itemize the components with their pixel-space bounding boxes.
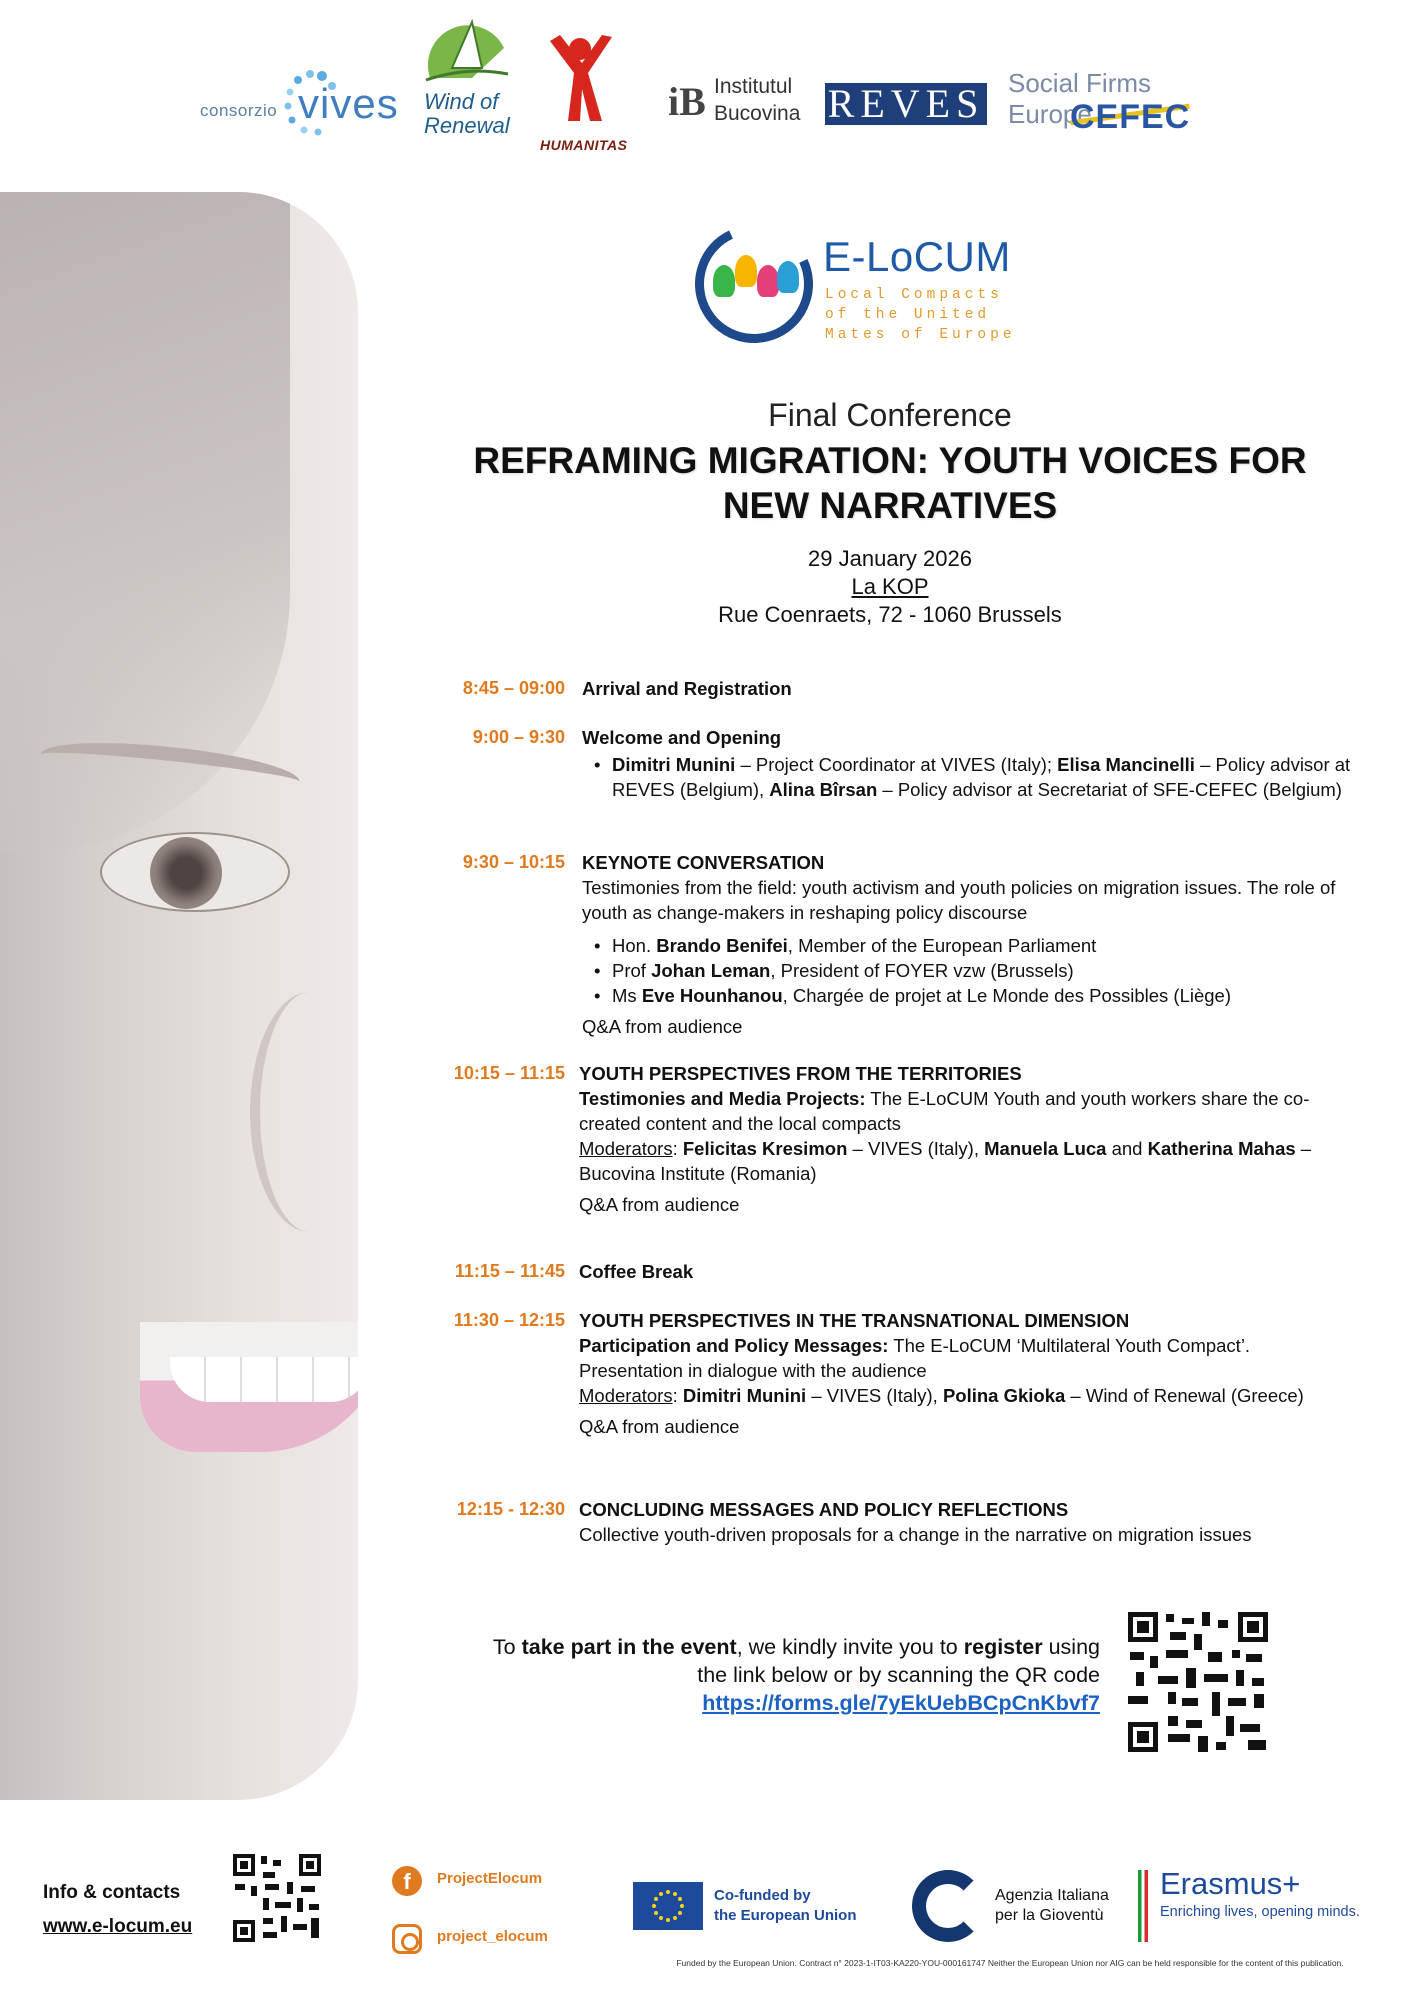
contacts-qr-code[interactable] bbox=[233, 1854, 321, 1942]
qa-note: Q&A from audience bbox=[582, 1016, 743, 1037]
session-title: YOUTH PERSPECTIVES FROM THE TERRITORIES bbox=[579, 1063, 1022, 1084]
eu-cofunded-label: Co-funded by the European Union bbox=[714, 1887, 857, 1924]
sail-icon bbox=[422, 18, 512, 90]
qa-note: Q&A from audience bbox=[579, 1416, 740, 1437]
e-locum-logo bbox=[695, 225, 1025, 345]
list-item: • Prof Johan Leman, President of FOYER vzw (Brussels) bbox=[586, 958, 1357, 983]
erasmus-logo bbox=[1160, 1866, 1360, 1920]
figure-icon bbox=[540, 33, 620, 128]
session-time: 9:30 – 10:15 bbox=[462, 852, 565, 872]
list-item: • Ms Eve Hounhanou, Chargée de projet at Le Monde des Possibles (Liège) bbox=[586, 983, 1357, 1008]
info-contacts bbox=[43, 1876, 192, 1944]
facebook-icon: f bbox=[392, 1866, 422, 1896]
session-time: 8:45 – 09:00 bbox=[462, 678, 565, 698]
website-link[interactable]: www.e-locum.eu bbox=[43, 1916, 193, 1937]
vives-name: vives bbox=[298, 80, 399, 127]
info-label: Info & contacts bbox=[43, 1882, 181, 1903]
session-title: Coffee Break bbox=[579, 1261, 694, 1282]
partner-logos bbox=[200, 18, 1250, 153]
footer bbox=[0, 1840, 1414, 2000]
session-title: Welcome and Opening bbox=[582, 727, 782, 748]
bucovina-mark: iB bbox=[668, 79, 706, 124]
registration-qr-code[interactable] bbox=[1128, 1612, 1268, 1752]
sfe-cefec-logo bbox=[1008, 68, 1238, 148]
event-date: 29 January 2026 bbox=[808, 546, 972, 571]
instagram-icon bbox=[392, 1924, 422, 1954]
instagram-handle: project_elocum bbox=[437, 1928, 548, 1945]
conference-kicker: Final Conference bbox=[768, 397, 1012, 433]
session-time: 10:15 – 11:15 bbox=[453, 1063, 565, 1083]
vives-prefix: consorzio bbox=[200, 101, 278, 120]
sfe-line1: Social Firms Europe bbox=[1008, 68, 1152, 129]
list-item: • Hon. Brando Benifei, Member of the European Parliament bbox=[586, 933, 1357, 958]
session-time: 12:15 - 12:30 bbox=[456, 1499, 565, 1519]
registration-link[interactable]: https://forms.gle/7yEkUebBCpCnKbvf7 bbox=[702, 1691, 1100, 1715]
session-time: 11:15 – 11:45 bbox=[454, 1261, 565, 1281]
registration-note bbox=[410, 1633, 1100, 1717]
bucovina-line1: Institutul bbox=[714, 75, 793, 98]
session-title: YOUTH PERSPECTIVES IN THE TRANSNATIONAL DIMENSION bbox=[579, 1310, 1130, 1331]
session-description: Collective youth-driven proposals for a change in the narrative on migration issues bbox=[579, 1524, 1252, 1545]
venue-link[interactable]: La KOP bbox=[851, 574, 929, 599]
people-icon bbox=[713, 255, 803, 305]
humanitas-label: HUMANITAS bbox=[540, 137, 628, 153]
eu-flag-icon bbox=[633, 1882, 703, 1930]
logo-subtitle: Local Compacts of the United Mates of Europe bbox=[825, 287, 1016, 343]
speaker-list bbox=[586, 933, 1357, 1008]
funding-disclaimer: Funded by the European Union. Contract n° 2023-1-IT03-KA220-YOU-000161747 Neither the European Union nor AIG can be held responsible for the content of this publication. bbox=[676, 1958, 1344, 1968]
session-time: 9:00 – 9:30 bbox=[472, 727, 565, 747]
title-line1: REFRAMING MIGRATION: YOUTH VOICES FOR bbox=[473, 440, 1307, 481]
erasmus-tagline: Enriching lives, opening minds. bbox=[1160, 1904, 1360, 1920]
teeth-shape bbox=[170, 1357, 358, 1402]
qa-note: Q&A from audience bbox=[579, 1194, 740, 1215]
eu-stars-icon bbox=[633, 1882, 703, 1930]
wind-line2: Renewal bbox=[424, 113, 510, 138]
session-description: Testimonies and Media Projects: The E-LoCUM Youth and youth workers share the co-created content and the local compacts bbox=[579, 1088, 1310, 1134]
vives-logo bbox=[200, 68, 405, 148]
facebook-handle: ProjectElocum bbox=[437, 1870, 543, 1887]
session-time: 11:30 – 12:15 bbox=[453, 1310, 565, 1330]
reves-logo: REVES bbox=[825, 83, 987, 125]
session-title: KEYNOTE CONVERSATION bbox=[582, 852, 825, 873]
institutul-bucovina-logo bbox=[668, 70, 803, 140]
registration-line2: the link below or by scanning the QR code bbox=[697, 1663, 1100, 1687]
agenzia-label: Agenzia Italiana per la Gioventù bbox=[995, 1887, 1109, 1924]
title-line2: NEW NARRATIVES bbox=[722, 485, 1058, 526]
speaker-list bbox=[586, 752, 1357, 802]
event-details bbox=[450, 545, 1330, 629]
erasmus-name: Erasmus+ bbox=[1160, 1866, 1301, 1901]
event-address: Rue Coenraets, 72 - 1060 Brussels bbox=[718, 602, 1062, 627]
session-title: CONCLUDING MESSAGES AND POLICY REFLECTIONS bbox=[579, 1499, 1069, 1520]
italy-flag-icon bbox=[1138, 1870, 1148, 1942]
logo-title: E-LoCUM bbox=[823, 233, 1011, 280]
session-description: Participation and Policy Messages: The E-LoCUM ‘Multilateral Youth Compact’. Presentation in dialogue with the audience bbox=[579, 1335, 1251, 1381]
bucovina-line2: Bucovina bbox=[714, 102, 801, 125]
iris-shape bbox=[150, 837, 222, 909]
conference-title bbox=[450, 438, 1330, 528]
registration-line1: To take part in the event, we kindly invite you to register using bbox=[492, 1635, 1100, 1659]
nose-shape bbox=[250, 992, 358, 1232]
smiling-woman-photo bbox=[0, 192, 358, 1800]
moderators: Moderators: Felicitas Kresimon – VIVES (Italy), Manuela Luca and Katherina Mahas – Bucovina Institute (Romania) bbox=[579, 1138, 1312, 1184]
moderators: Moderators: Dimitri Munini – VIVES (Italy), Polina Gkioka – Wind of Renewal (Greece) bbox=[579, 1385, 1304, 1406]
list-item: • Dimitri Munini – Project Coordinator at VIVES (Italy); Elisa Mancinelli – Policy advisor at REVES (Belgium), Alina Bîrsan – Policy advisor at Secretariat of SFE-CEFEC (Belgium) bbox=[586, 752, 1357, 802]
sfe-line2: CEFEC bbox=[1070, 98, 1191, 136]
wind-line1: Wind of bbox=[424, 89, 499, 114]
wind-of-renewal-logo bbox=[422, 18, 522, 148]
session-description: Testimonies from the field: youth activism and youth policies on migration issues. The role of youth as change-makers in reshaping policy discourse bbox=[582, 877, 1336, 923]
session-title: Arrival and Registration bbox=[582, 678, 792, 699]
agenzia-logo-icon bbox=[912, 1870, 984, 1942]
humanitas-logo bbox=[540, 33, 632, 153]
